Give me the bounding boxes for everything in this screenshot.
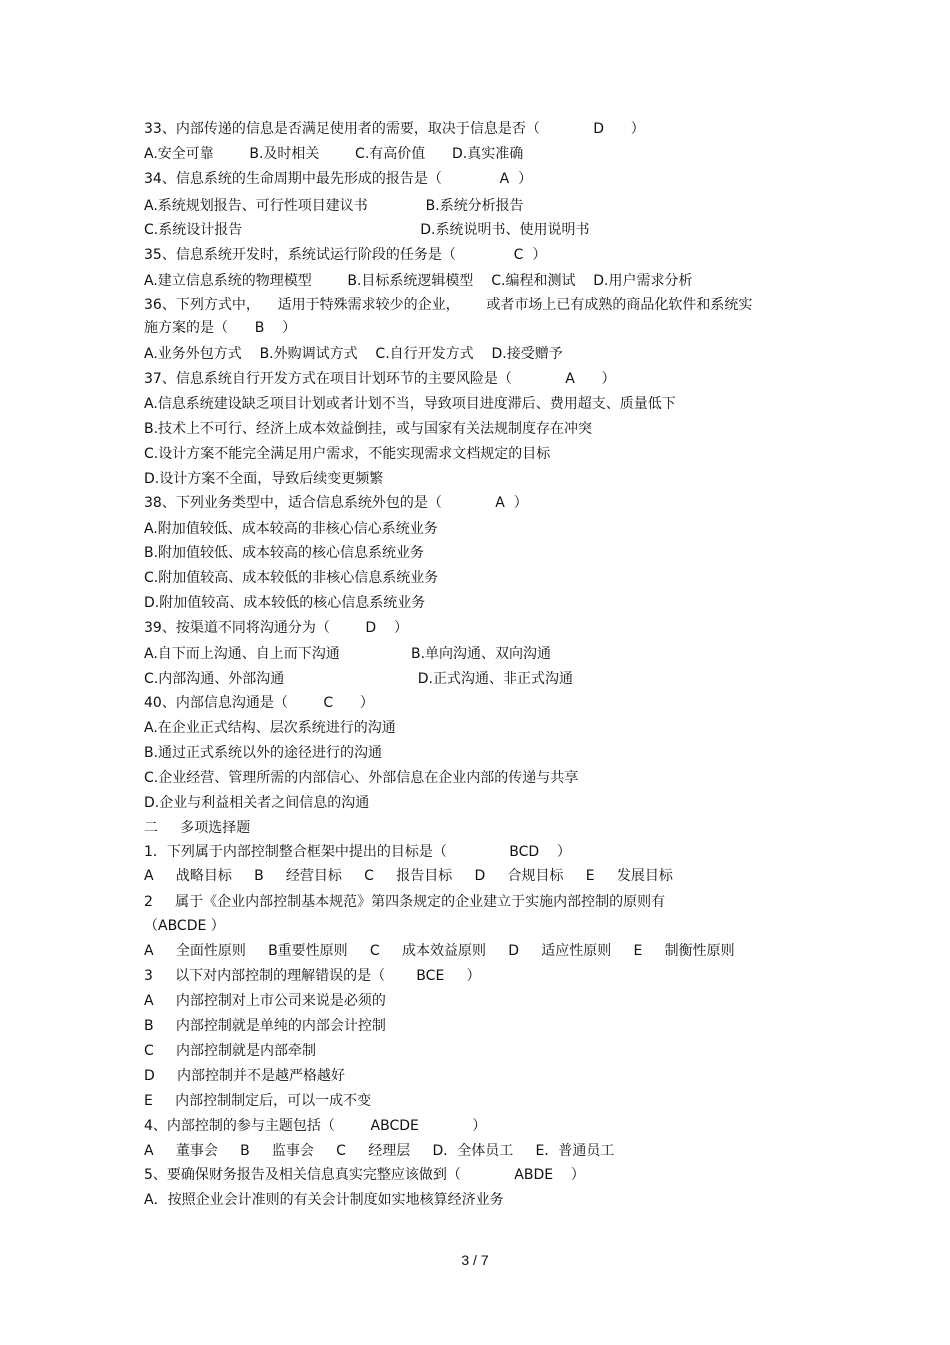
- text-line: D 内部控制并不是越严格越好: [144, 1068, 346, 1084]
- text-line: （ABCDE ）: [144, 918, 225, 934]
- text-line: C.系统设计报告 D.系统说明书、使用说明书: [144, 222, 590, 238]
- text-line: A．按照企业会计准则的有关会计制度如实地核算经济业务: [144, 1192, 504, 1208]
- text-line: C 内部控制就是内部牵制: [144, 1043, 317, 1059]
- text-line: A.安全可靠 B.及时相关 C.有高价值 D.真实准确: [144, 146, 524, 162]
- text-line: C.企业经营、管理所需的内部信心、外部信息在企业内部的传递与共享: [144, 770, 579, 786]
- text-line: A.自下而上沟通、自上而下沟通 B.单向沟通、双向沟通: [144, 646, 552, 662]
- text-line: A 战略目标 B 经营目标 C 报告目标 D 合规目标 E 发展目标: [144, 868, 673, 884]
- text-line: D.附加值较高、成本较低的核心信息系统业务: [144, 595, 426, 611]
- text-line: D.企业与利益相关者之间信息的沟通: [144, 795, 370, 811]
- text-line: A.业务外包方式 B.外购调试方式 C.自行开发方式 D.接受赠予: [144, 346, 563, 362]
- text-line: 2 属于《企业内部控制基本规范》第四条规定的企业建立于实施内部控制的原则有: [144, 894, 666, 910]
- text-line: 3 以下对内部控制的理解错误的是（ BCE ）: [144, 968, 481, 984]
- text-line: 4、内部控制的参与主题包括（ ABCDE ）: [144, 1118, 487, 1134]
- page-number: 3 / 7: [461, 1252, 489, 1268]
- text-line: B.通过正式系统以外的途径进行的沟通: [144, 745, 383, 761]
- text-line: 1．下列属于内部控制整合框架中提出的目标是（ BCD ）: [144, 844, 571, 860]
- text-line: D.设计方案不全面，导致后续变更频繁: [144, 471, 384, 487]
- text-line: A.系统规划报告、可行性项目建议书 B.系统分析报告: [144, 198, 524, 214]
- text-line: A 全面性原则 B重要性原则 C 成本效益原则 D 适应性原则 E 制衡性原则: [144, 943, 735, 959]
- text-line: A.信息系统建设缺乏项目计划或者计划不当，导致项目进度滞后、费用超支、质量低下: [144, 396, 676, 412]
- text-line: A.附加值较低、成本较高的非核心信心系统业务: [144, 521, 438, 537]
- text-line: 38、下列业务类型中，适合信息系统外包的是（ A ）: [144, 495, 528, 511]
- text-line: 35、信息系统开发时，系统试运行阶段的任务是（ C ）: [144, 247, 547, 263]
- text-line: 34、信息系统的生命周期中最先形成的报告是（ A ）: [144, 171, 533, 187]
- text-line: B 内部控制就是单纯的内部会计控制: [144, 1018, 386, 1034]
- text-line: 40、内部信息沟通是（ C ）: [144, 695, 374, 711]
- text-line: C.附加值较高、成本较低的非核心信息系统业务: [144, 570, 439, 586]
- text-line: A.建立信息系统的物理模型 B.目标系统逻辑模型 C.编程和测试 D.用户需求分析: [144, 273, 693, 289]
- text-line: 37、信息系统自行开发方式在项目计划环节的主要风险是（ A ）: [144, 371, 616, 387]
- text-line: E 内部控制制定后，可以一成不变: [144, 1093, 372, 1109]
- text-line: 5、要确保财务报告及相关信息真实完整应该做到（ ABDE ）: [144, 1167, 585, 1183]
- text-line: B.技术上不可行、经济上成本效益倒挂，或与国家有关法规制度存在冲突: [144, 421, 593, 437]
- text-line: C.设计方案不能完全满足用户需求，不能实现需求文档规定的目标: [144, 446, 551, 462]
- text-line: A 内部控制对上市公司来说是必须的: [144, 993, 386, 1009]
- text-line: 39、按渠道不同将沟通分为（ D ）: [144, 620, 408, 636]
- text-line: 二 多项选择题: [144, 820, 251, 836]
- text-line: 33、内部传递的信息是否满足使用者的需要，取决于信息是否（ D ）: [144, 121, 645, 137]
- text-line: 施方案的是（ B ）: [144, 320, 297, 336]
- text-line: C.内部沟通、外部沟通 D.正式沟通、非正式沟通: [144, 671, 573, 687]
- text-line: A 董事会 B 监事会 C 经理层 D．全体员工 E．普通员工: [144, 1143, 615, 1159]
- text-line: B.附加值较低、成本较高的核心信息系统业务: [144, 545, 425, 561]
- text-line: A.在企业正式结构、层次系统进行的沟通: [144, 720, 396, 736]
- text-line: 36、下列方式中， 适用于特殊需求较少的企业， 或者市场上已有成熟的商品化软件和系统实: [144, 297, 753, 313]
